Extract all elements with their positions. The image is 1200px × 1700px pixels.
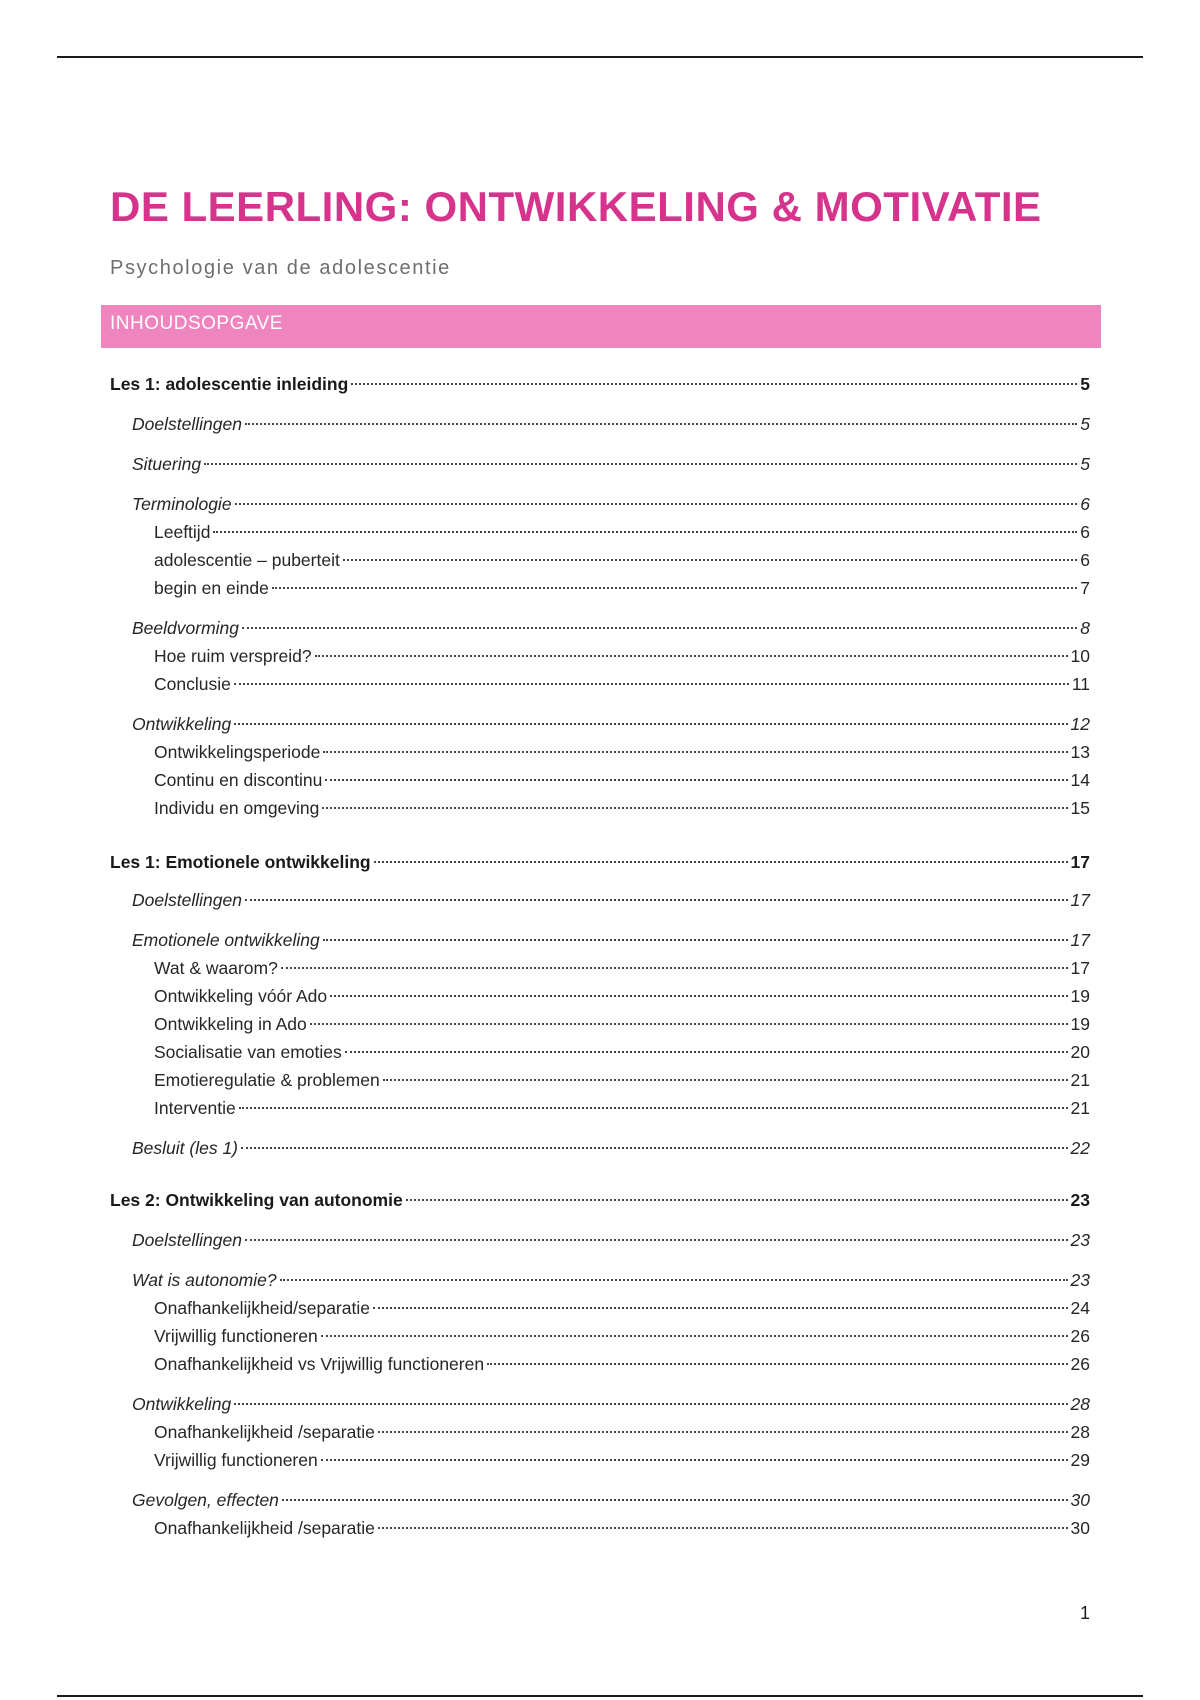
- toc-entry-page: 12: [1070, 714, 1090, 734]
- toc-dot-leader: [378, 1431, 1068, 1433]
- toc-entry-page: 30: [1070, 1518, 1090, 1538]
- toc-entry[interactable]: [154, 1295, 1090, 1321]
- toc-entry-label: Doelstellingen: [132, 890, 242, 910]
- toc-entry-page: 17: [1070, 930, 1090, 950]
- toc-entry-page: 15: [1070, 798, 1090, 818]
- toc-entry[interactable]: [154, 1419, 1090, 1445]
- toc-entry-page: 6: [1080, 522, 1090, 542]
- toc-entry[interactable]: [154, 1515, 1090, 1541]
- toc-entry-page: 30: [1070, 1490, 1090, 1510]
- toc-entry[interactable]: [132, 411, 1090, 437]
- toc-entry[interactable]: [132, 1391, 1090, 1417]
- toc-entry-label: Ontwikkelingsperiode: [154, 742, 321, 762]
- toc-entry-page: 17: [1070, 852, 1090, 872]
- toc-entry-page: 17: [1070, 958, 1090, 978]
- toc-entry-page: 6: [1080, 550, 1090, 570]
- toc-dot-leader: [406, 1199, 1068, 1201]
- toc-heading: INHOUDSOPGAVE: [110, 313, 283, 334]
- toc-entry-label: Ontwikkeling in Ado: [154, 1014, 307, 1034]
- toc-entry-label: Besluit (les 1): [132, 1138, 239, 1158]
- toc-dot-leader: [378, 1527, 1068, 1529]
- toc-entry-page: 13: [1070, 742, 1090, 762]
- toc-entry-label: Vrijwillig functioneren: [154, 1450, 318, 1470]
- toc-entry-label: Les 1: Emotionele ontwikkeling: [110, 852, 371, 872]
- toc-entry-page: 20: [1070, 1042, 1090, 1062]
- toc-dot-leader: [242, 627, 1077, 629]
- toc-entry-label: Leeftijd: [154, 522, 211, 542]
- toc-entry-page: 22: [1070, 1138, 1090, 1158]
- toc-entry-page: 24: [1070, 1298, 1090, 1318]
- toc-dot-leader: [345, 1051, 1068, 1053]
- table-of-contents: [110, 0, 1090, 1600]
- toc-dot-leader: [322, 807, 1067, 809]
- toc-entry-page: 7: [1080, 578, 1090, 598]
- toc-entry-label: Onafhankelijkheid /separatie: [154, 1518, 375, 1538]
- toc-entry-label: Situering: [132, 454, 202, 474]
- toc-dot-leader: [330, 995, 1067, 997]
- toc-entry-label: Ontwikkeling: [132, 1394, 232, 1414]
- toc-entry-label: Wat & waarom?: [154, 958, 278, 978]
- toc-dot-leader: [280, 1279, 1068, 1281]
- toc-entry[interactable]: [132, 927, 1090, 953]
- toc-dot-leader: [204, 463, 1077, 465]
- toc-entry[interactable]: [154, 795, 1090, 821]
- toc-entry-page: 10: [1070, 646, 1090, 666]
- toc-dot-leader: [374, 861, 1068, 863]
- toc-entry-page: 14: [1070, 770, 1090, 790]
- toc-dot-leader: [234, 723, 1067, 725]
- toc-entry[interactable]: [110, 849, 1090, 875]
- toc-entry-label: Ontwikkeling vóór Ado: [154, 986, 328, 1006]
- toc-dot-leader: [323, 751, 1067, 753]
- toc-entry-page: 5: [1080, 414, 1090, 434]
- toc-entry[interactable]: [154, 1039, 1090, 1065]
- toc-entry[interactable]: [154, 1323, 1090, 1349]
- toc-entry[interactable]: [154, 1011, 1090, 1037]
- toc-dot-leader: [213, 531, 1077, 533]
- toc-entry-label: Onafhankelijkheid/separatie: [154, 1298, 370, 1318]
- footer-rule: [57, 1695, 1143, 1697]
- toc-entry[interactable]: [154, 767, 1090, 793]
- toc-dot-leader: [325, 779, 1067, 781]
- toc-entry[interactable]: [132, 451, 1090, 477]
- toc-entry-label: Gevolgen, effecten: [132, 1490, 279, 1510]
- toc-entry-page: 29: [1070, 1450, 1090, 1470]
- toc-dot-leader: [239, 1107, 1068, 1109]
- toc-entry-label: Doelstellingen: [132, 1230, 242, 1250]
- toc-entry-label: Onafhankelijkheid vs Vrijwillig functioneren: [154, 1354, 485, 1374]
- toc-entry-label: Emotieregulatie & problemen: [154, 1070, 380, 1090]
- toc-entry-label: Ontwikkeling: [132, 714, 232, 734]
- toc-dot-leader: [282, 1499, 1068, 1501]
- toc-entry[interactable]: [132, 887, 1090, 913]
- toc-entry[interactable]: [154, 955, 1090, 981]
- toc-entry[interactable]: [132, 711, 1090, 737]
- toc-entry-page: 6: [1080, 494, 1090, 514]
- toc-entry-label: Hoe ruim verspreid?: [154, 646, 312, 666]
- toc-entry-label: Vrijwillig functioneren: [154, 1326, 318, 1346]
- toc-entry-label: Individu en omgeving: [154, 798, 320, 818]
- toc-dot-leader: [245, 423, 1077, 425]
- toc-entry[interactable]: [154, 1447, 1090, 1473]
- toc-entry-label: Socialisatie van emoties: [154, 1042, 342, 1062]
- toc-entry[interactable]: [132, 491, 1090, 517]
- toc-entry[interactable]: [110, 1187, 1090, 1213]
- toc-entry[interactable]: [154, 575, 1090, 601]
- toc-entry-label: adolescentie – puberteit: [154, 550, 340, 570]
- toc-dot-leader: [310, 1023, 1068, 1025]
- toc-entry-page: 28: [1070, 1394, 1090, 1414]
- toc-entry-page: 23: [1070, 1270, 1090, 1290]
- toc-dot-leader: [241, 1147, 1068, 1149]
- toc-entry-label: Beeldvorming: [132, 618, 239, 638]
- toc-entry-label: Interventie: [154, 1098, 236, 1118]
- page-number: 1: [1079, 1603, 1090, 1623]
- toc-dot-leader: [281, 967, 1068, 969]
- toc-entry[interactable]: [132, 1135, 1090, 1161]
- toc-entry-label: Terminologie: [132, 494, 232, 514]
- toc-entry[interactable]: [154, 643, 1090, 669]
- toc-entry[interactable]: [154, 983, 1090, 1009]
- toc-dot-leader: [245, 899, 1068, 901]
- toc-entry-label: Conclusie: [154, 674, 231, 694]
- toc-dot-leader: [234, 683, 1069, 685]
- toc-dot-leader: [323, 939, 1068, 941]
- toc-dot-leader: [315, 655, 1068, 657]
- toc-entry[interactable]: [110, 371, 1090, 397]
- toc-entry[interactable]: [154, 739, 1090, 765]
- toc-dot-leader: [343, 559, 1077, 561]
- toc-entry[interactable]: [154, 547, 1090, 573]
- toc-entry-label: Les 1: adolescentie inleiding: [110, 374, 349, 394]
- toc-entry-label: Continu en discontinu: [154, 770, 323, 790]
- toc-dot-leader: [245, 1239, 1068, 1241]
- document-subtitle: Psychologie van de adolescentie: [110, 257, 451, 279]
- toc-dot-leader: [373, 1307, 1068, 1309]
- toc-dot-leader: [487, 1363, 1067, 1365]
- toc-entry-page: 26: [1070, 1326, 1090, 1346]
- toc-entry-page: 17: [1070, 890, 1090, 910]
- toc-entry-page: 21: [1070, 1070, 1090, 1090]
- toc-entry-label: Doelstellingen: [132, 414, 242, 434]
- toc-entry[interactable]: [154, 1067, 1090, 1093]
- toc-entry[interactable]: [132, 1267, 1090, 1293]
- toc-dot-leader: [321, 1335, 1068, 1337]
- toc-entry-label: Wat is autonomie?: [132, 1270, 277, 1290]
- toc-entry-page: 26: [1070, 1354, 1090, 1374]
- toc-entry-label: begin en einde: [154, 578, 269, 598]
- toc-dot-leader: [234, 1403, 1067, 1405]
- toc-entry-page: 28: [1070, 1422, 1090, 1442]
- toc-entry[interactable]: [154, 671, 1090, 697]
- toc-entry[interactable]: [154, 1351, 1090, 1377]
- toc-entry-page: 23: [1070, 1230, 1090, 1250]
- toc-entry-page: 23: [1070, 1190, 1090, 1210]
- toc-entry[interactable]: [132, 615, 1090, 641]
- toc-dot-leader: [351, 383, 1077, 385]
- toc-entry-page: 21: [1070, 1098, 1090, 1118]
- toc-entry[interactable]: [154, 519, 1090, 545]
- toc-dot-leader: [383, 1079, 1068, 1081]
- toc-entry-label: Emotionele ontwikkeling: [132, 930, 320, 950]
- toc-entry-label: Les 2: Ontwikkeling van autonomie: [110, 1190, 403, 1210]
- toc-dot-leader: [235, 503, 1078, 505]
- toc-entry-label: Onafhankelijkheid /separatie: [154, 1422, 375, 1442]
- document-title: DE LEERLING: ONTWIKKELING & MOTIVATIE: [110, 183, 1042, 230]
- toc-entry-page: 11: [1071, 674, 1090, 694]
- toc-entry-page: 19: [1070, 1014, 1090, 1034]
- toc-entry-page: 5: [1080, 454, 1090, 474]
- toc-dot-leader: [272, 587, 1077, 589]
- toc-dot-leader: [321, 1459, 1068, 1461]
- toc-entry-page: 8: [1080, 618, 1090, 638]
- toc-entry[interactable]: [132, 1227, 1090, 1253]
- toc-entry[interactable]: [154, 1095, 1090, 1121]
- toc-entry[interactable]: [132, 1487, 1090, 1513]
- toc-entry-page: 5: [1080, 374, 1090, 394]
- toc-entry-page: 19: [1070, 986, 1090, 1006]
